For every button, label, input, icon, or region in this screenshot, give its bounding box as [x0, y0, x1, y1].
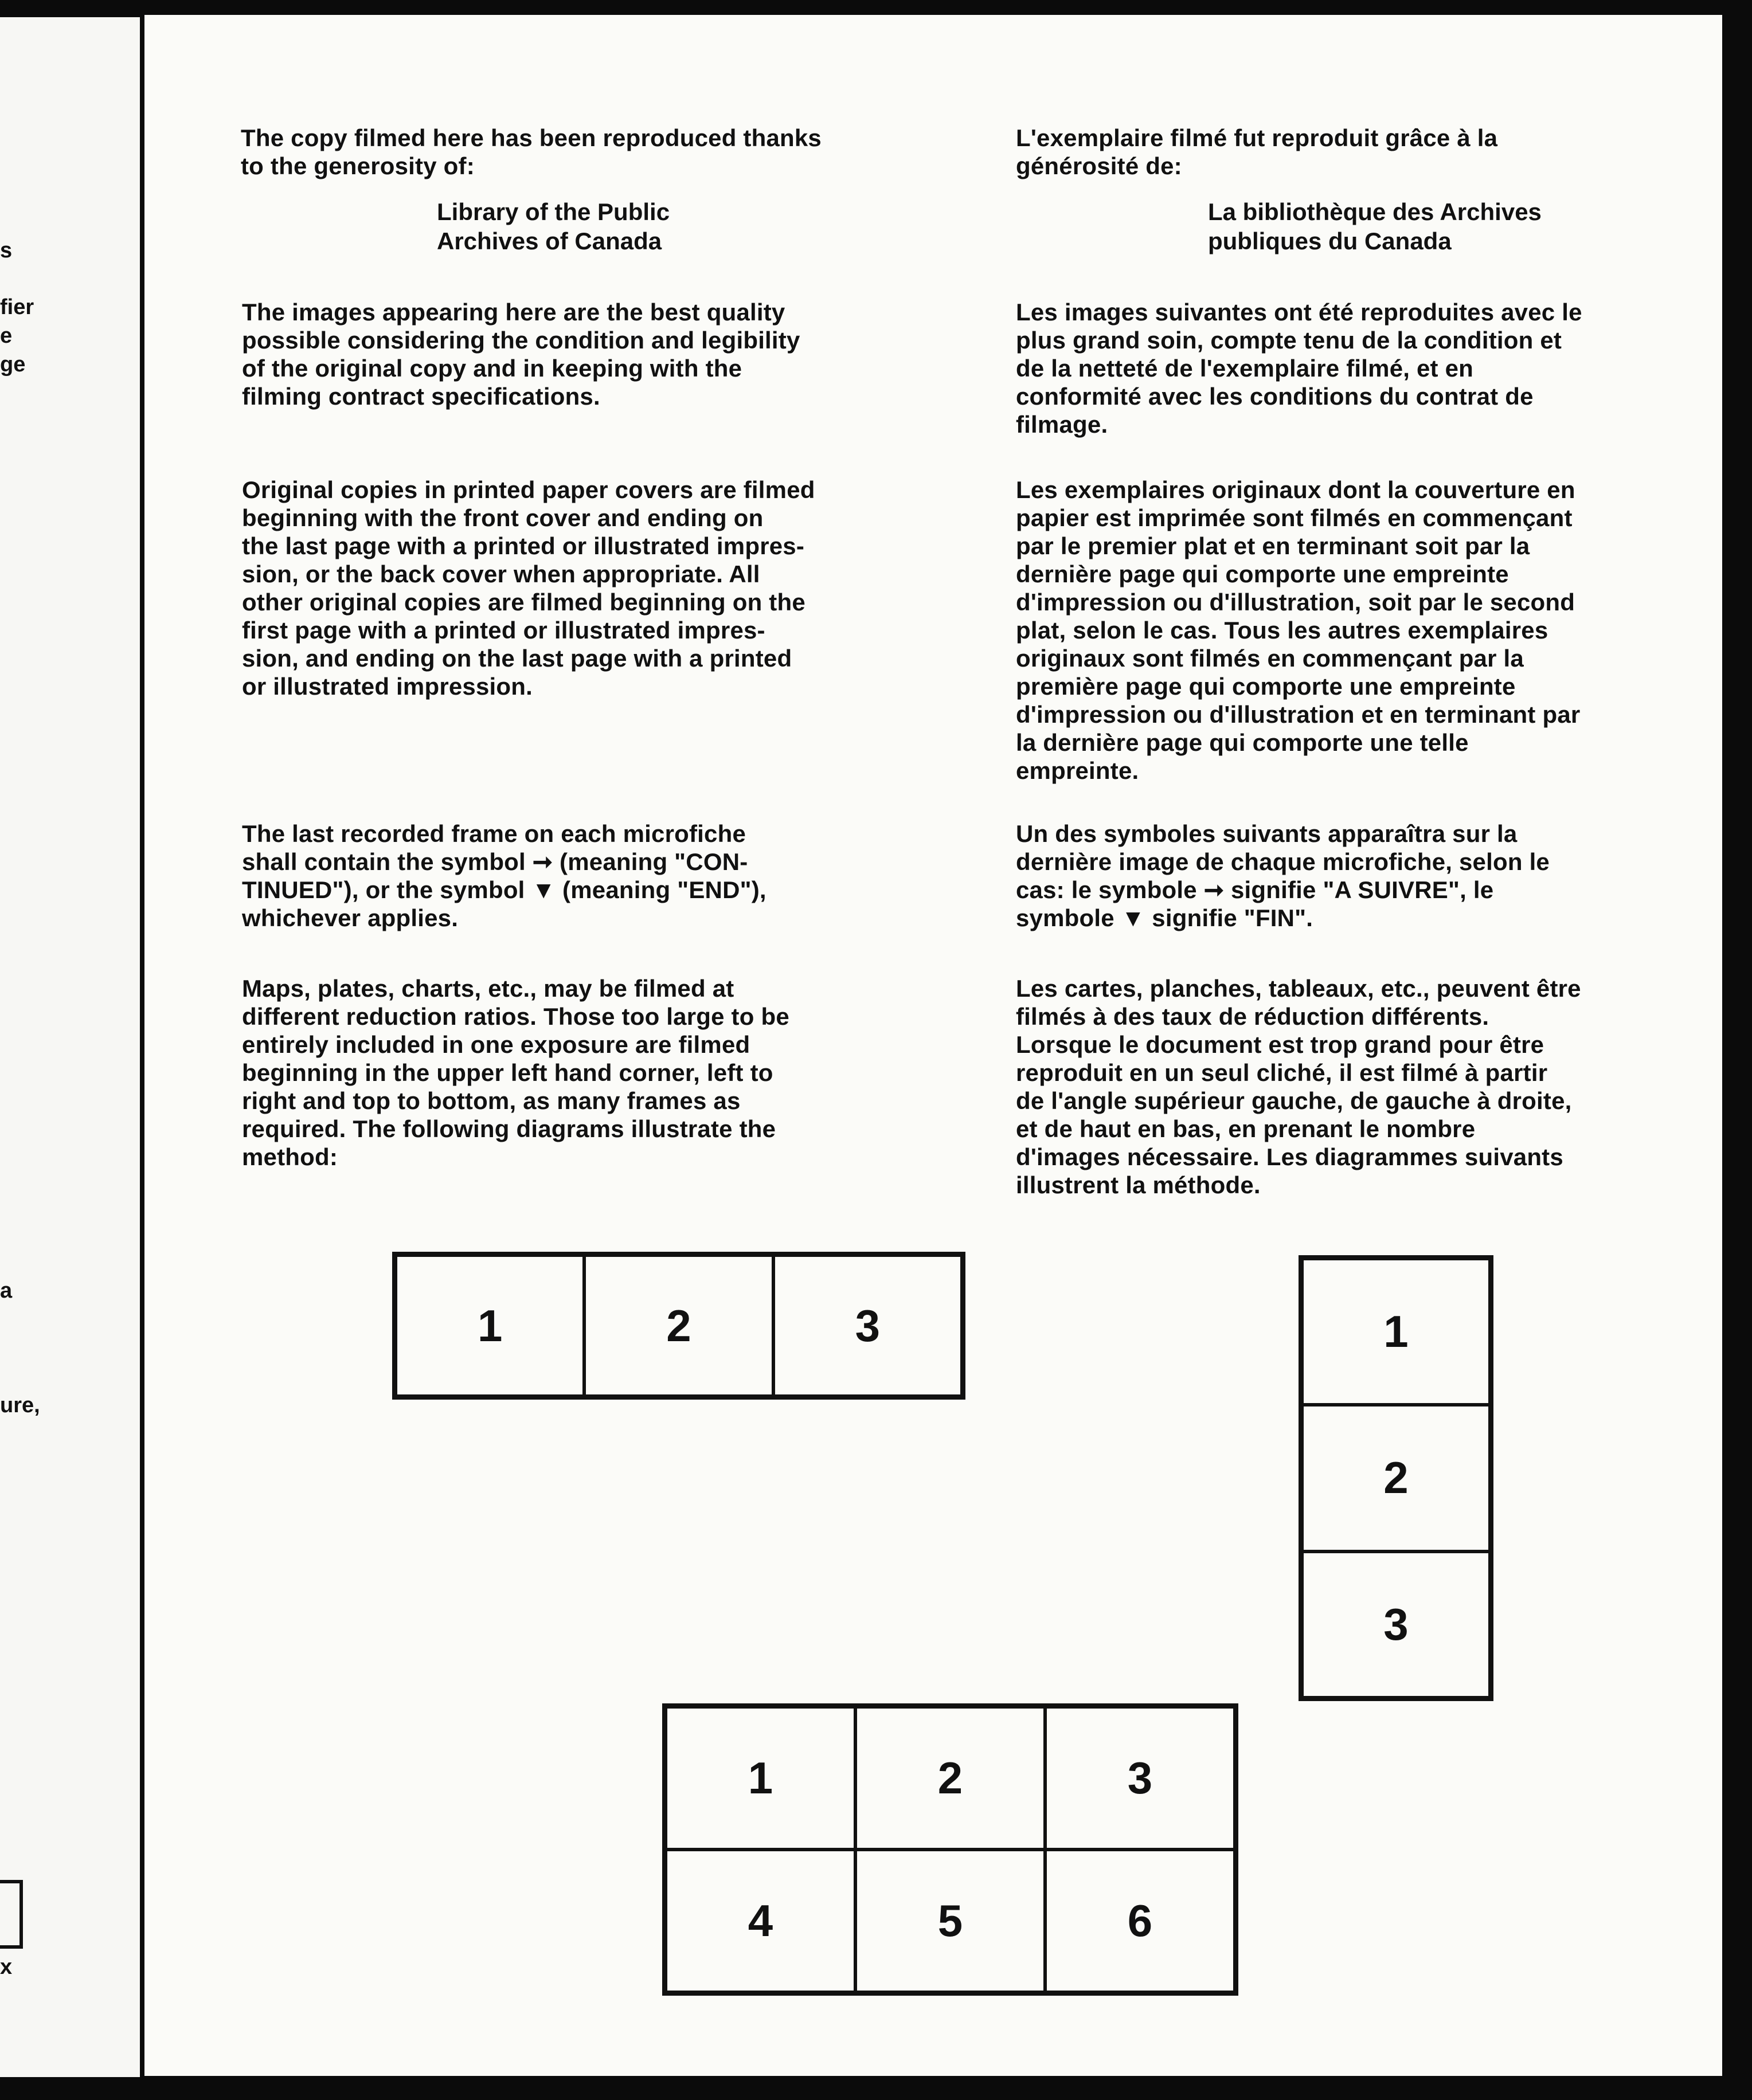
adjacent-text-fragment: ure, [0, 1393, 40, 1417]
adjacent-frame-box [0, 1880, 23, 1949]
symbols-note-fr: Un des symboles suivants apparaîtra sur la dernière image de chaque microfiche, selon le cas: le symbole ➞ signifie "A SUIVRE", le symbole ▼ signifie "FIN". [1016, 820, 1550, 931]
diagram-cell: 2 [584, 1255, 773, 1396]
quality-note-en: The images appearing here are the best quality possible considering the condition and legibility of the original copy and in keeping with the filming contract specifications. [242, 299, 800, 410]
diagram-cell: 3 [1302, 1552, 1490, 1698]
diagram-cell: 6 [1045, 1850, 1235, 1992]
adjacent-text-fragment: fier [0, 295, 34, 319]
diagram-cell: 5 [855, 1850, 1045, 1992]
originals-note-fr: Les exemplaires originaux dont la couverture en papier est imprimée sont filmés en commençant par le premier plat et en terminant soit par la dernière page qui comporte une empreinte d'impression ou d'illustration, soit par le second plat, selon le cas. Tous les autres exemplaires originaux sont filmés en commençant par la première page qui comporte une empreinte d'impression ou d'illustration et en terminant par la dernière page qui comporte une telle empreinte. [1016, 476, 1581, 784]
credit-intro-fr: L'exemplaire filmé fut reproduit grâce à la générosité de: [1016, 124, 1498, 179]
diagram-cell: 3 [773, 1255, 962, 1396]
diagram-cell: 3 [1045, 1707, 1235, 1850]
adjacent-page-edge [0, 17, 140, 2081]
adjacent-text-fragment: a [0, 1279, 13, 1303]
adjacent-text-fragment: x [0, 1955, 13, 1979]
diagram-cell: 2 [1302, 1405, 1490, 1551]
credit-intro-en: The copy filmed here has been reproduced thanks to the generosity of: [241, 124, 822, 179]
adjacent-text-fragment: e [0, 324, 13, 348]
maps-note-en: Maps, plates, charts, etc., may be filmed at different reduction ratios. Those too large to be entirely included in one exposure are filmed beginning in the upper left hand corner, left to right and top to bottom, as many frames as required. The following diagrams illustrate the method: [242, 975, 789, 1170]
scan-border-right [1722, 0, 1752, 2100]
diagram-cell: 1 [396, 1255, 584, 1396]
credit-name-en: Library of the Public Archives of Canada [437, 198, 670, 254]
diagram-cell: 1 [1302, 1259, 1490, 1405]
quality-note-fr: Les images suivantes ont été reproduites avec le plus grand soin, compte tenu de la condition et de la netteté de l'exemplaire filmé, et en conformité avec les conditions du contrat de filmage. [1016, 299, 1582, 438]
diagram-grid [662, 1703, 1238, 1996]
adjacent-text-fragment: s [0, 238, 13, 262]
scan-border-bottom [0, 2077, 1752, 2100]
diagram-vertical [1299, 1255, 1493, 1701]
diagram-horizontal [392, 1252, 965, 1400]
diagram-cell: 1 [666, 1707, 855, 1850]
credit-name-fr: La bibliothèque des Archives publiques du Canada [1208, 198, 1542, 254]
diagram-cell: 2 [855, 1707, 1045, 1850]
symbols-note-en: The last recorded frame on each microfiche shall contain the symbol ➞ (meaning "CON- TINUED"), or the symbol ▼ (meaning "END"), whichever applies. [242, 820, 766, 931]
originals-note-en: Original copies in printed paper covers are filmed beginning with the front cover and ending on the last page with a printed or illustrated impres- sion, or the back cover when appropriate. All other original copies are filmed beginning on the first page with a printed or illustrated impres- sion, and ending on the last page with a printed or illustrated impression. [242, 476, 815, 700]
diagram-cell: 4 [666, 1850, 855, 1992]
document-page [144, 15, 1722, 2076]
adjacent-text-fragment: ge [0, 352, 26, 377]
maps-note-fr: Les cartes, planches, tableaux, etc., peuvent être filmés à des taux de réduction différents. Lorsque le document est trop grand pour être reproduit en un seul cliché, il est filmé à partir de l'angle supérieur gauche, de gauche à droite, et de haut en bas, en prenant le nombre d'images nécessaire. Les diagrammes suivants illustrent la méthode. [1016, 975, 1581, 1198]
